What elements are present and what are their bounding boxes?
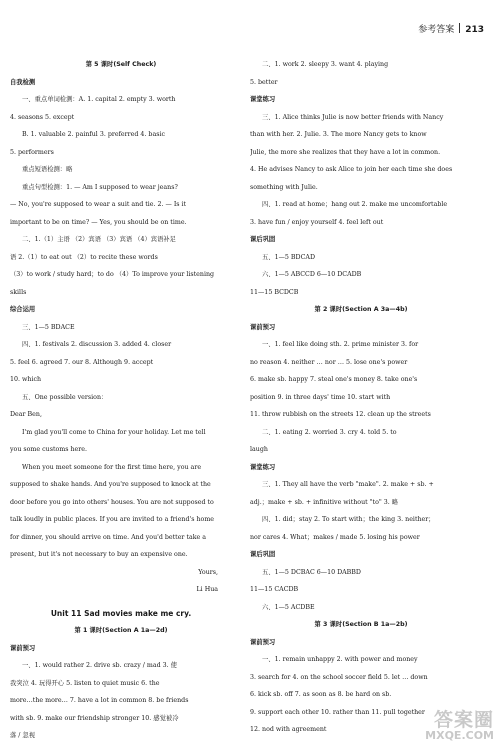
answer-line: 一、1. would rather 2. drive sb. crazy / mad 3. 使 xyxy=(22,662,177,669)
answer-line: 我突泣 4. 玩得开心 5. listen to quiet music 6. the xyxy=(10,679,160,687)
header-title: 参考答案 xyxy=(418,25,455,35)
section-heading: 课前预习 xyxy=(250,638,276,646)
right-column xyxy=(250,56,472,739)
answer-line: 五、One possible version： xyxy=(22,393,108,401)
left-column xyxy=(10,56,232,745)
section-heading: 课后巩固 xyxy=(250,236,276,243)
page-number: 213 xyxy=(465,25,484,35)
lesson-heading: 第 3 课时(Section B 1a—2b) xyxy=(314,621,408,628)
answer-line: with sb. 9. make our friendship stronger 10. 感觉被冷 xyxy=(10,714,179,722)
watermark-text: 答案圈 xyxy=(433,708,494,731)
answer-line: important to be on time? — Yes, you should be on time. xyxy=(10,218,187,226)
letter-line: supposed to shake hands. And you're supposed to knock at the xyxy=(10,481,211,488)
answer-line: 语 2.（1）to eat out （2）to recite these words xyxy=(10,253,158,261)
answer-line: 4. seasons 5. except xyxy=(10,113,75,121)
answer-line: 重点句型检测：1. — Am I supposed to wear jeans? xyxy=(22,183,178,191)
answer-line: 5. performers xyxy=(10,148,54,156)
answer-line: skills xyxy=(10,288,27,296)
answer-line: 重点短语检测：略 xyxy=(22,166,73,173)
answer-line: 4. He advises Nancy to ask Alice to join her each time she does xyxy=(250,166,453,173)
answer-line: position 9. in three days' time 10. start with xyxy=(250,393,391,401)
answer-line: 五、1—5 DCBAC 6—10 DABBD xyxy=(262,568,361,576)
section-heading: 课后巩固 xyxy=(250,551,276,558)
answer-line: 一、重点单词检测：A. 1. capital 2. empty 3. worth xyxy=(22,96,176,103)
answer-line: 四、1. did；stay 2. To start with；the king 3. neither； xyxy=(262,516,435,523)
answer-line: 三、1. Alice thinks Julie is now better friends with Nancy xyxy=(262,113,444,121)
letter-line: you some customs here. xyxy=(10,446,87,453)
answer-line: 一、1. remain unhappy 2. with power and money xyxy=(262,656,418,663)
answer-line: B. 1. valuable 2. painful 3. preferred 4. basic xyxy=(22,131,165,138)
section-heading: 课堂练习 xyxy=(250,96,276,103)
answer-line: laugh xyxy=(250,446,268,453)
answer-line: 6. make sb. happy 7. steal one's money 8. take one's xyxy=(250,376,418,383)
answer-line: 11—15 BCDCB xyxy=(250,288,299,296)
answer-line: 三、1—5 BDACE xyxy=(22,323,75,331)
answer-line: more…the more… 7. have a lot in common 8. be friends xyxy=(10,697,189,704)
lesson-heading: 第 2 课时(Section A 3a—4b) xyxy=(314,306,408,313)
header-divider xyxy=(459,23,460,33)
letter-line: Dear Ben, xyxy=(10,411,42,418)
answer-line: 四、1. festivals 2. discussion 3. added 4. closer xyxy=(22,341,172,348)
answer-line: nor cares 4. What；makes / made 5. losing his power xyxy=(250,533,420,541)
letter-closing: Yours, xyxy=(198,568,218,576)
answer-line: 三、1. They all have the verb "make". 2. make + sb. + xyxy=(262,481,434,488)
answer-line: 3. have fun / enjoy yourself 4. feel left out xyxy=(250,218,384,226)
answer-line: 六、1—5 ABCCD 6—10 DCADB xyxy=(262,271,362,278)
page-header xyxy=(418,22,484,35)
answer-line: 5. better xyxy=(250,78,278,86)
letter-line: door before you go into others' houses. You are not supposed to xyxy=(10,498,214,506)
unit-title: Unit 11 Sad movies make me cry. xyxy=(50,608,192,618)
section-heading: 自我检测 xyxy=(10,78,36,86)
letter-line: When you meet someone for the first time here, you are xyxy=(22,463,202,471)
answer-line: 落 / 忽视 xyxy=(10,732,36,739)
answer-line: 一、1. feel like doing sth. 2. prime minister 3. for xyxy=(262,341,419,348)
answer-line: 11—15 CACDB xyxy=(250,586,299,593)
answer-line: 9. support each other 10. rather than 11. pull together xyxy=(250,708,425,716)
lesson-heading: 第 1 课时(Section A 1a—2d) xyxy=(74,627,168,634)
answer-line: （3）to work / study hard；to do （4）To improve your listening xyxy=(10,271,215,278)
answer-line: than with her. 2. Julie. 3. The more Nancy gets to know xyxy=(250,131,427,138)
answer-line: 二、1. work 2. sleepy 3. want 4. playing xyxy=(262,61,389,68)
answer-line: 五、1—5 BDCAD xyxy=(262,253,315,261)
answer-line: 二、1. eating 2. worried 3. cry 4. told 5. to xyxy=(262,428,397,436)
answer-line: 3. search for 4. on the school soccer field 5. let … down xyxy=(250,673,428,681)
answer-line: 六、1—5 ACDBE xyxy=(262,603,315,611)
answer-line: 四、1. read at home；hang out 2. make me uncomfortable xyxy=(262,201,448,208)
lesson-heading: 第 5 课时(Self Check) xyxy=(85,61,157,68)
answer-line: something with Julie. xyxy=(250,183,318,191)
section-heading: 课堂练习 xyxy=(250,463,276,471)
watermark-logo xyxy=(425,708,494,743)
answer-line: 12. nod with agreement xyxy=(250,726,327,733)
answer-line: Julie, the more she realizes that they have a lot in common. xyxy=(250,148,441,156)
letter-line: I'm glad you'll come to China for your holiday. Let me tell xyxy=(22,428,206,436)
letter-signature: Li Hua xyxy=(196,586,218,593)
answer-line: 5. feel 6. agreed 7. our 8. Although 9. accept xyxy=(10,358,154,366)
section-heading: 课前预习 xyxy=(10,644,36,652)
letter-line: for dinner, you should arrive on time. And you'd better take a xyxy=(10,533,207,541)
section-heading: 综合运用 xyxy=(10,306,36,313)
answer-line: — No, you're supposed to wear a suit and tie. 2. — Is it xyxy=(10,201,187,208)
watermark-url: MXQE.COM xyxy=(425,729,494,743)
letter-line: present, but it's not necessary to buy an expensive one. xyxy=(10,551,188,558)
answer-line: adj.；make + sb. + infinitive without "to" 3. 略 xyxy=(250,498,399,506)
section-heading: 课前预习 xyxy=(250,323,276,331)
answer-line: no reason 4. neither … nor … 5. lose one's power xyxy=(250,358,408,366)
answer-line: 11. throw rubbish on the streets 12. clean up the streets xyxy=(250,411,431,418)
answer-line: 二、1.（1）主语 （2）宾语 （3）宾语 （4）宾语补足 xyxy=(22,236,176,243)
answer-line: 6. kick sb. off 7. as soon as 8. be hard on sb. xyxy=(250,691,392,698)
answer-line: 10. which xyxy=(10,376,42,383)
letter-line: talk loudly in public places. If you are invited to a friend's home xyxy=(10,516,215,523)
